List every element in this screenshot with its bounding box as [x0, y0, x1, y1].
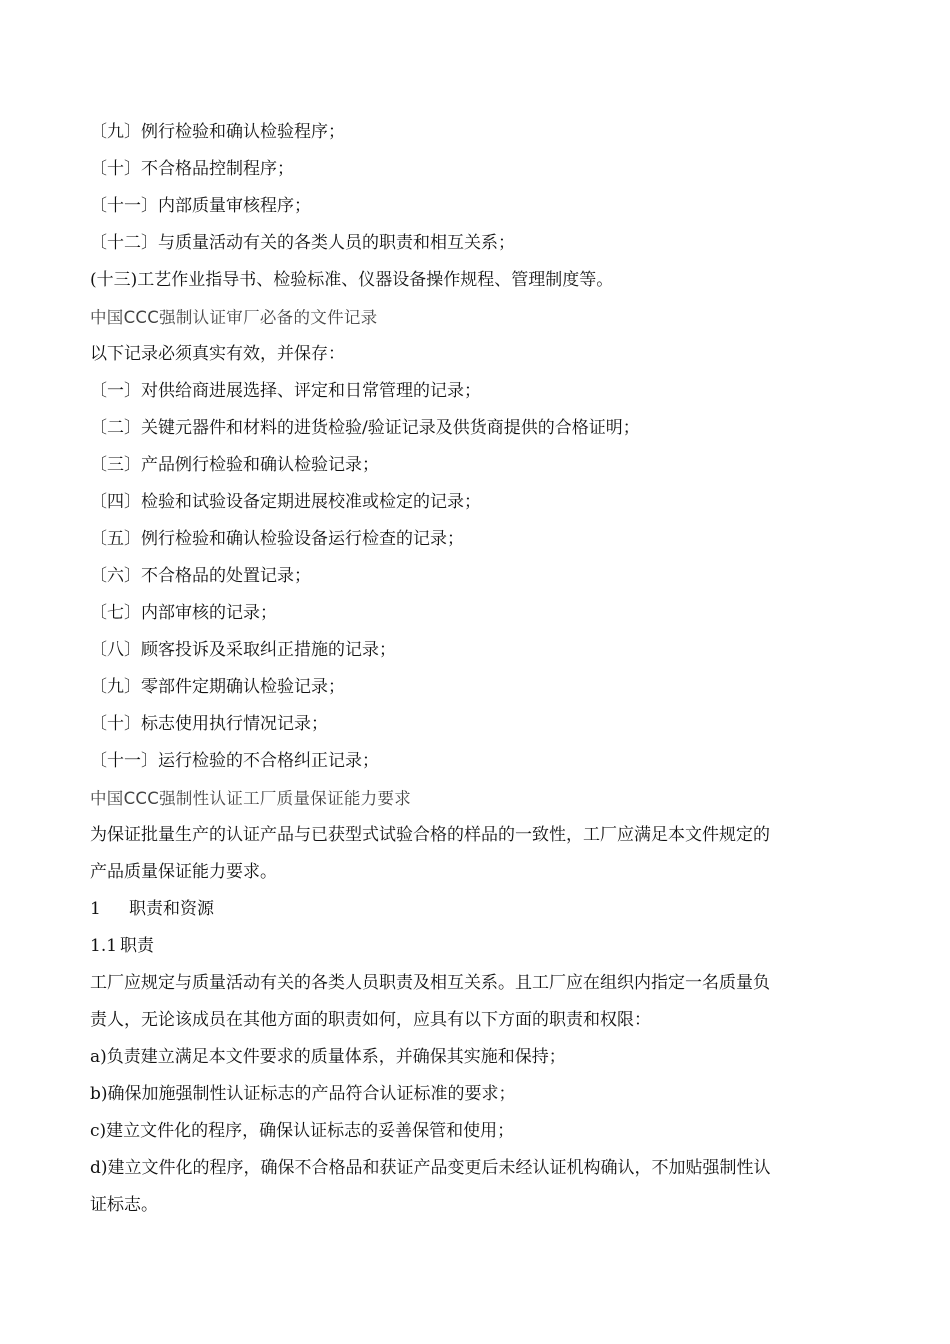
procedure-item: 〔十〕不合格品控制程序；: [90, 159, 294, 179]
record-item: 〔八〕顾客投诉及采取纠正措施的记录；: [90, 640, 396, 660]
duties-paragraph-line: 工厂应规定与质量活动有关的各类人员职责及相互关系。且工厂应在组织内指定一名质量负: [90, 973, 770, 993]
section-1-1-number: 1.1: [90, 936, 118, 956]
record-item: 〔五〕例行检验和确认检验设备运行检查的记录；: [90, 529, 464, 549]
procedure-item: (十三)工艺作业指导书、检验标准、仪器设备操作规程、管理制度等。: [90, 270, 614, 290]
record-item: 〔四〕检验和试验设备定期进展校准或检定的记录；: [90, 492, 481, 512]
record-item: 〔一〕对供给商进展选择、评定和日常管理的记录；: [90, 381, 481, 401]
record-item: 〔六〕不合格品的处置记录；: [90, 566, 311, 586]
record-item: 〔三〕产品例行检验和确认检验记录；: [90, 455, 379, 475]
procedure-item: 〔九〕例行检验和确认检验程序；: [90, 122, 345, 142]
document-body: [90, 114, 865, 1224]
procedure-item: 〔十一〕内部质量审核程序；: [90, 196, 311, 216]
requirements-intro-line: 产品质量保证能力要求。: [90, 862, 277, 882]
section-1-1-title: 职责: [120, 936, 154, 956]
record-item: 〔十一〕运行检验的不合格纠正记录；: [90, 751, 379, 771]
record-item: 〔十〕标志使用执行情况记录；: [90, 714, 328, 734]
duty-item-b: b)确保加施强制性认证标志的产品符合认证标准的要求；: [90, 1084, 516, 1104]
requirements-intro-line: 为保证批量生产的认证产品与已获型式试验合格的样品的一致性，工厂应满足本文件规定的: [90, 825, 770, 845]
section-1-title: 职责和资源: [129, 899, 214, 919]
procedure-item: 〔十二〕与质量活动有关的各类人员的职责和相互关系；: [90, 233, 515, 253]
duty-item-d: d)建立文件化的程序，确保不合格品和获证产品变更后未经认证机构确认，不加贴强制性认: [90, 1158, 771, 1178]
records-heading: 中国CCC强制认证审厂必备的文件记录: [90, 308, 378, 327]
duties-paragraph-line: 责人，无论该成员在其他方面的职责如何，应具有以下方面的职责和权限：: [90, 1010, 651, 1030]
record-item: 〔七〕内部审核的记录；: [90, 603, 277, 623]
requirements-heading: 中国CCC强制性认证工厂质量保证能力要求: [90, 789, 412, 808]
duty-item-a: a)负责建立满足本文件要求的质量体系，并确保其实施和保持；: [90, 1047, 566, 1067]
record-item: 〔二〕关键元器件和材料的进货检验/验证记录及供货商提供的合格证明；: [90, 418, 640, 438]
records-intro: 以下记录必须真实有效，并保存：: [90, 344, 345, 364]
duty-item-c: c)建立文件化的程序，确保认证标志的妥善保管和使用；: [90, 1121, 515, 1141]
duty-item-d-continued: 证标志。: [90, 1195, 158, 1215]
record-item: 〔九〕零部件定期确认检验记录；: [90, 677, 345, 697]
section-1-number: 1: [90, 899, 101, 919]
section-1-heading: [90, 891, 865, 928]
section-1-1-heading: [90, 928, 865, 965]
